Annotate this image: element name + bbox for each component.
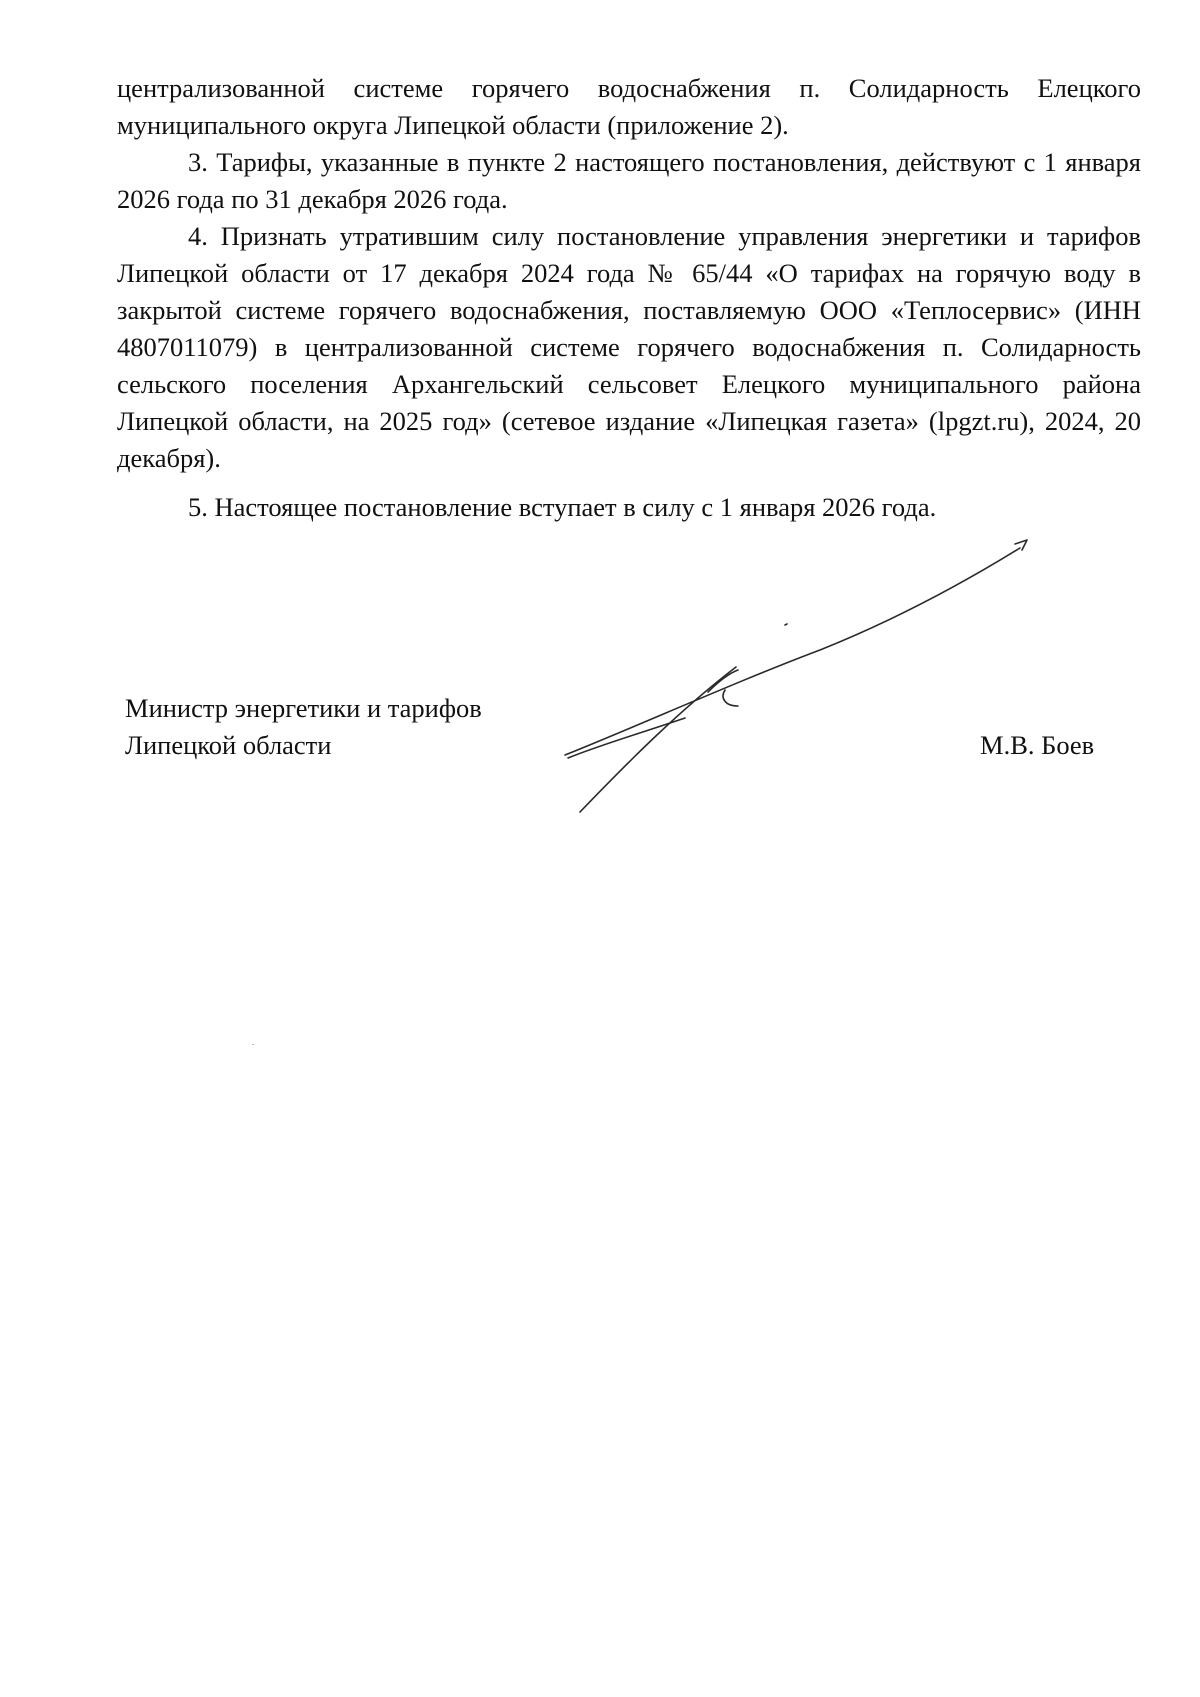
- paragraph-4: 4. Признать утратившим силу постановление управления энергетики и тарифов Липецкой области от 17 декабря 2024 года № 65/44 «О тарифах на горячую воду в закрытой системе горячего водоснабжения, поставляемую ООО «Теплосервис» (ИНН 4807011079) в централизованной системе горячего водоснабжения п. Солидарность сельского поселения Архангельский сельсовет Елецкого муниципального района Липецкой области, на 2025 год» (сетевое издание «Липецкая газета» (lpgzt.ru), 2024, 20 декабря).: [117, 221, 1141, 473]
- document-body: [117, 70, 1141, 526]
- signatory-title-line-2: Липецкой области: [125, 730, 332, 760]
- signatory-title-line-1: Министр энергетики и тарифов: [125, 693, 482, 723]
- paragraph-5: 5. Настоящее постановление вступает в силу с 1 января 2026 года.: [188, 492, 937, 522]
- signatory-name: М.В. Боев: [980, 730, 1095, 760]
- paragraph-continuation: централизованной системе горячего водоснабжения п. Солидарность Елецкого муниципального округа Липецкой области (приложение 2).: [117, 73, 1141, 140]
- scan-speck: [252, 1044, 254, 1045]
- signatory-title: [125, 690, 482, 764]
- handwritten-signature: [560, 530, 1040, 820]
- paragraph-3: 3. Тарифы, указанные в пункте 2 настоящего постановления, действуют с 1 января 2026 года по 31 декабря 2026 года.: [117, 147, 1141, 214]
